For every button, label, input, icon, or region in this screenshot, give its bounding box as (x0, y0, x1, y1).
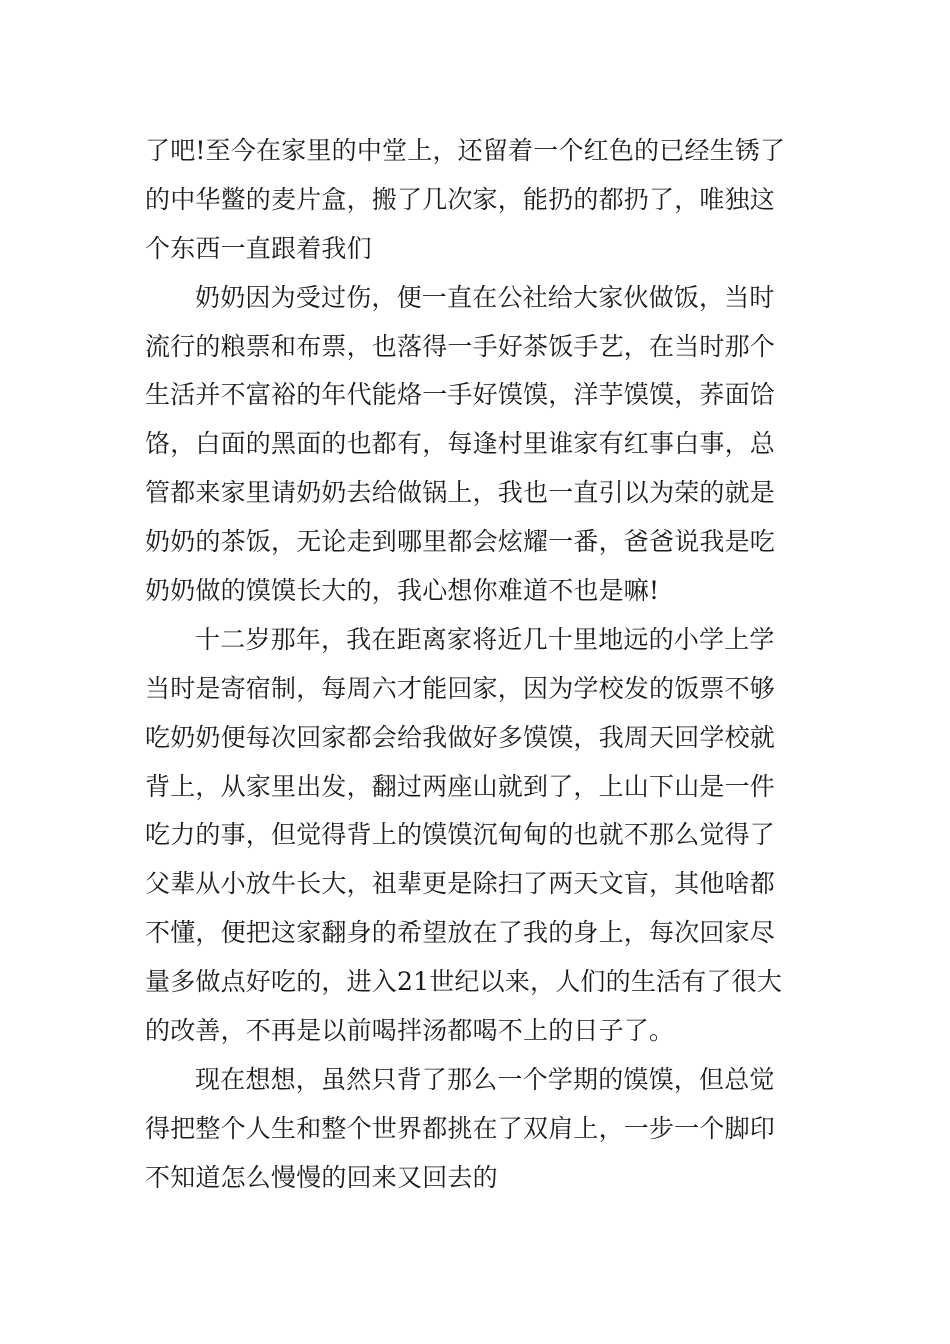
text-line: 奶奶做的馍馍长大的，我心想你难道不也是嘛! (145, 576, 660, 606)
text-line: 流行的粮票和布票，也落得一手好茶饭手艺，在当时那个 (145, 331, 776, 361)
text-line: 的中华鳖的麦片盒，搬了几次家，能扔的都扔了，唯独这 (145, 184, 776, 214)
text-line: 奶奶的茶饭，无论走到哪里都会炫耀一番，爸爸说我是吃 (145, 527, 776, 557)
text-line: 吃奶奶便每次回家都会给我做好多馍馍，我周天回学校就 (145, 722, 776, 752)
text-line: 不知道怎么慢慢的回来又回去的 (145, 1162, 498, 1192)
paragraph-first-line: 十二岁那年，我在距离家将近几十里地远的小学上学 (195, 624, 775, 654)
text-line: 不懂，便把这家翻身的希望放在了我的身上，每次回家尽 (145, 918, 776, 948)
text-line: 量多做点好吃的，进入21世纪以来，人们的生活有了很大 (145, 967, 783, 997)
text-line: 背上，从家里出发，翻过两座山就到了，上山下山是一件 (145, 771, 776, 801)
text-line: 的改善，不再是以前喝拌汤都喝不上的日子了。 (145, 1016, 675, 1046)
paragraph-first-line: 现在想想，虽然只背了那么一个学期的馍馍，但总觉 (195, 1064, 775, 1094)
text-line: 了吧!至今在家里的中堂上，还留着一个红色的已经生锈了 (145, 136, 786, 165)
document-body (145, 127, 810, 1203)
text-line: 吃力的事，但觉得背上的馍馍沉甸甸的也就不那么觉得了 (145, 820, 776, 850)
text-line: 生活并不富裕的年代能烙一手好馍馍，洋芋馍馍，荞面饸 (145, 380, 776, 410)
text-line: 得把整个人生和整个世界都挑在了双肩上，一步一个脚印 (145, 1113, 776, 1143)
text-line: 饹，白面的黑面的也都有，每逢村里谁家有红事白事，总 (145, 429, 776, 459)
text-line: 父辈从小放牛长大，祖辈更是除扫了两天文盲，其他啥都 (145, 869, 776, 899)
text-line: 个东西一直跟着我们 (145, 233, 372, 263)
paragraph-first-line: 奶奶因为受过伤，便一直在公社给大家伙做饭，当时 (195, 282, 775, 312)
text-line: 管都来家里请奶奶去给做锅上，我也一直引以为荣的就是 (145, 478, 776, 508)
text-line: 当时是寄宿制，每周六才能回家，因为学校发的饭票不够 (145, 673, 776, 703)
